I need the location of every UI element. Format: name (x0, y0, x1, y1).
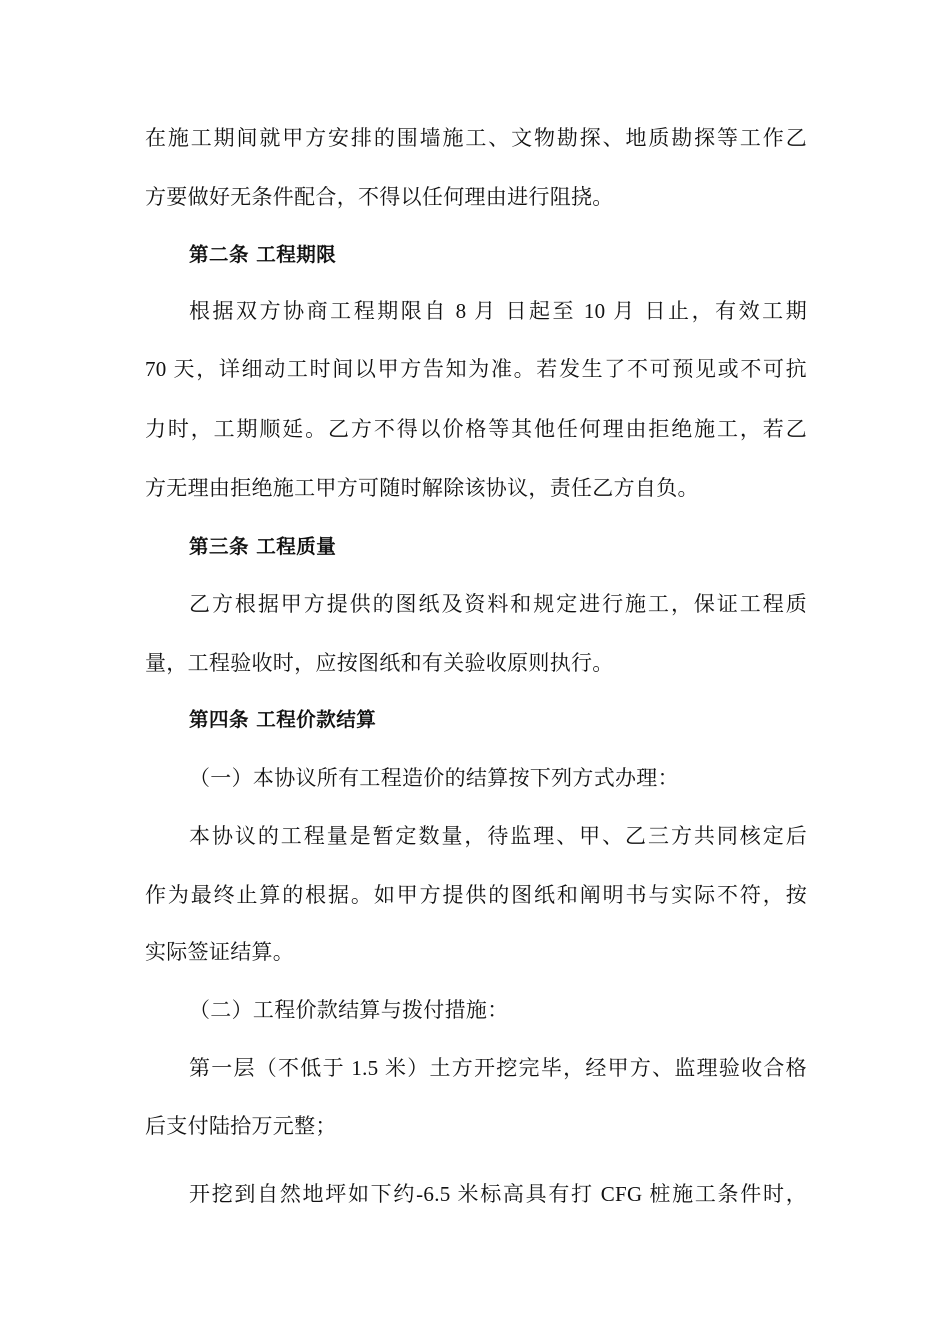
paragraph-line: 开挖到自然地坪如下约-6.5 米标高具有打 CFG 桩施工条件时， (189, 1182, 807, 1206)
paragraph-line: 70 天，详细动工时间以甲方告知为准。若发生了不可预见或不可抗 (145, 357, 807, 381)
section-heading: 第四条 工程价款结算 (189, 708, 377, 731)
paragraph-line: 根据双方协商工程期限自 8 月 日起至 10 月 日止，有效工期 (189, 299, 807, 323)
paragraph-line: （二）工程价款结算与拨付措施： (189, 998, 509, 1022)
section-heading: 第二条 工程期限 (189, 243, 337, 266)
paragraph-line: 实际签证结算。 (145, 940, 295, 964)
paragraph-line: 乙方根据甲方提供的图纸及资料和规定进行施工，保证工程质 (189, 592, 807, 616)
paragraph-line: 后支付陆拾万元整； (145, 1114, 337, 1138)
section-heading: 第三条 工程质量 (189, 535, 337, 558)
paragraph-line: 在施工期间就甲方安排的围墙施工、文物勘探、地质勘探等工作乙 (145, 126, 807, 150)
paragraph-line: 量，工程验收时，应按图纸和有关验收原则执行。 (145, 651, 614, 675)
paragraph-line: 第一层（不低于 1.5 米）土方开挖完毕，经甲方、监理验收合格 (189, 1056, 807, 1080)
paragraph-line: 本协议的工程量是暂定数量，待监理、甲、乙三方共同核定后 (189, 824, 807, 848)
paragraph-line: （一）本协议所有工程造价的结算按下列方式办理： (189, 766, 679, 790)
paragraph-line: 作为最终止算的根据。如甲方提供的图纸和阐明书与实际不符，按 (145, 883, 807, 907)
paragraph-line: 方要做好无条件配合，不得以任何理由进行阻挠。 (145, 185, 614, 209)
paragraph-line: 方无理由拒绝施工甲方可随时解除该协议，责任乙方自负。 (145, 476, 699, 500)
paragraph-line: 力时，工期顺延。乙方不得以价格等其他任何理由拒绝施工，若乙 (145, 417, 807, 441)
